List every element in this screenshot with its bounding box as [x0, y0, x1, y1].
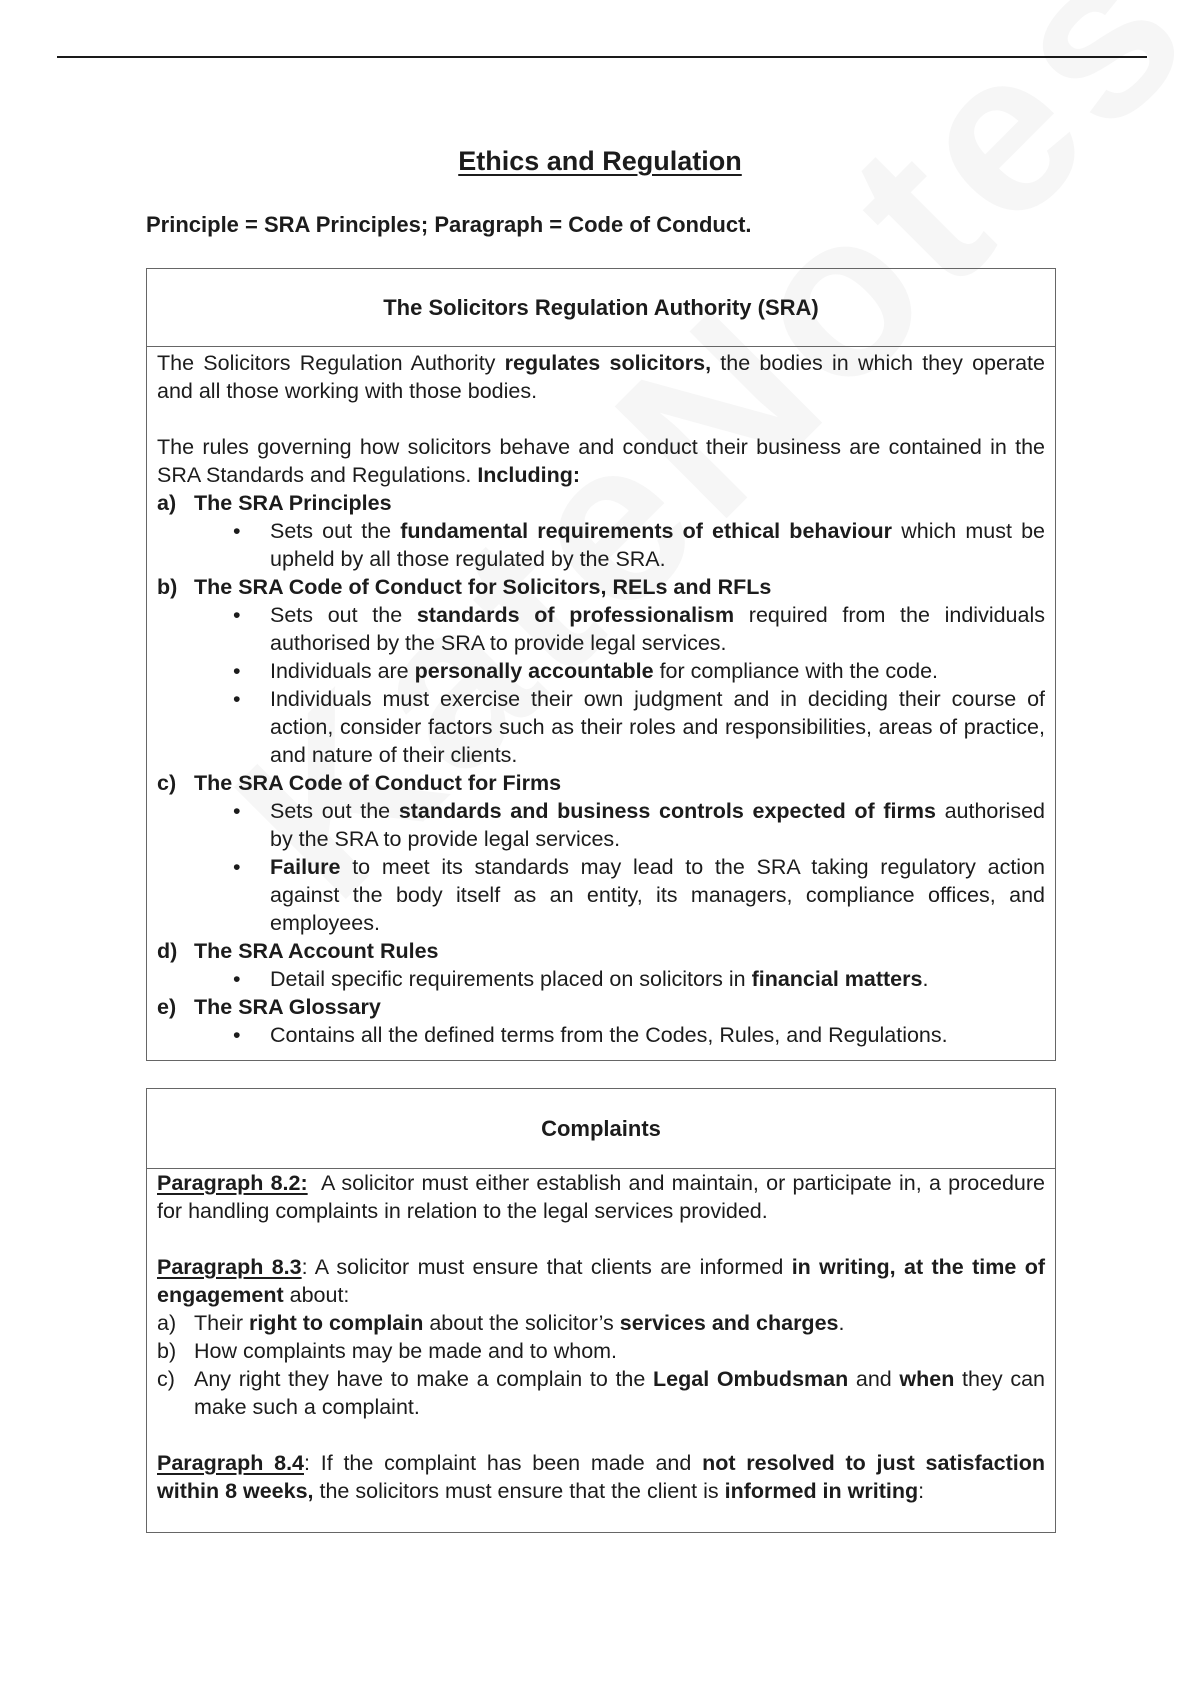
spacer	[157, 405, 1045, 433]
paragraph-ref: Paragraph 8.4	[157, 1451, 304, 1475]
emphasis: financial matters	[751, 967, 923, 991]
bullet-item	[233, 965, 1045, 993]
emphasis: Failure	[270, 855, 341, 879]
bullet-item	[233, 685, 1045, 769]
item-title: The SRA Glossary	[194, 995, 381, 1019]
bullet-item	[233, 1021, 1045, 1049]
bullet-list	[157, 965, 1045, 993]
sra-intro	[157, 349, 1045, 405]
text: and	[848, 1367, 900, 1391]
text: required from the individuals authorised by the SRA to provide legal services.	[270, 603, 1045, 655]
list-item	[157, 573, 1045, 601]
emphasis: right to complain	[248, 1311, 424, 1335]
text: Individuals must exercise their own judgment and in deciding their course of action, consider factors such as their roles and responsibilities, areas of practice, and nature of their clients.	[270, 687, 1045, 767]
text: How complaints may be made and to whom.	[194, 1339, 618, 1363]
item-letter: a)	[157, 1311, 177, 1335]
item-title: The SRA Code of Conduct for Firms	[194, 771, 562, 795]
bullet-item	[233, 517, 1045, 573]
text: authorised by the SRA to provide legal services.	[270, 799, 1045, 851]
text: they can make such a complaint.	[194, 1367, 1045, 1419]
text: Sets out the	[270, 799, 399, 823]
emphasis: Including:	[477, 463, 581, 487]
complaints-box-heading: Complaints	[147, 1089, 1055, 1169]
paragraph-ref: Paragraph 8.2:	[157, 1171, 308, 1195]
list-item	[157, 1365, 1045, 1421]
text: :	[918, 1479, 925, 1503]
text: the solicitors must ensure that the client is	[313, 1479, 725, 1503]
emphasis: services and charges	[619, 1311, 839, 1335]
paragraph-8-4	[157, 1449, 1045, 1505]
list-item	[157, 1337, 1045, 1365]
text: Sets out the	[270, 519, 401, 543]
text: about:	[283, 1283, 350, 1307]
bullet-list	[157, 1021, 1045, 1049]
text: Contains all the defined terms from the Codes, Rules, and Regulations.	[270, 1023, 948, 1047]
item-letter: a)	[157, 491, 177, 515]
text: Detail specific requirements placed on solicitors in	[270, 967, 752, 991]
text: The Solicitors Regulation Authority	[157, 351, 505, 375]
item-letter: d)	[157, 939, 178, 963]
bullet-item	[233, 853, 1045, 937]
emphasis: Legal Ombudsman	[653, 1367, 849, 1391]
paragraph-8-2	[157, 1169, 1051, 1225]
text: about the solicitor’s	[423, 1311, 620, 1335]
list-item	[157, 1309, 1045, 1337]
abbreviation-legend: Principle = SRA Principles; Paragraph = Code of Conduct.	[146, 212, 752, 237]
top-rule	[57, 56, 1147, 58]
bullet-item	[233, 601, 1045, 657]
paragraph-8-3	[157, 1253, 1045, 1309]
emphasis: standards and business controls expected of firms	[398, 799, 936, 823]
emphasis: regulates solicitors,	[504, 351, 712, 375]
sra-rules-intro	[157, 433, 1045, 489]
item-title: The SRA Account Rules	[194, 939, 439, 963]
text: Their	[194, 1311, 249, 1335]
emphasis: personally accountable	[414, 659, 654, 683]
item-title: The SRA Principles	[194, 491, 392, 515]
emphasis: not resolved to just satisfaction within 8 weeks,	[157, 1451, 1045, 1503]
text: the bodies in which they operate and all those working with those bodies.	[157, 351, 1045, 403]
text: to meet its standards may lead to the SRA taking regulatory action against the body itself as an entity, its managers, compliance offices, and employees.	[270, 855, 1045, 935]
spacer	[157, 1421, 1045, 1449]
spacer	[157, 1225, 1045, 1253]
text: .	[922, 967, 929, 991]
list-item	[157, 769, 1045, 797]
bullet-item	[233, 657, 1045, 685]
text: for compliance with the code.	[653, 659, 939, 683]
list-item	[157, 937, 1045, 965]
text: : A solicitor must ensure that clients are informed	[301, 1255, 792, 1279]
paragraph-ref: Paragraph 8.3	[157, 1255, 302, 1279]
complaints-box	[146, 1088, 1056, 1533]
item-title: The SRA Code of Conduct for Solicitors, RELs and RFLs	[194, 575, 772, 599]
emphasis: informed in writing	[724, 1479, 919, 1503]
text: Any right they have to make a complain to the	[194, 1367, 654, 1391]
text: which must be upheld by all those regulated by the SRA.	[270, 519, 1045, 571]
sra-box-heading: The Solicitors Regulation Authority (SRA)	[147, 269, 1055, 347]
emphasis: fundamental requirements of ethical behaviour	[400, 519, 893, 543]
sra-box-body	[147, 347, 1055, 1049]
list-item	[157, 489, 1045, 517]
emphasis: when	[899, 1367, 955, 1391]
text: .	[838, 1311, 845, 1335]
text: The rules governing how solicitors behave and conduct their business are contained in the SRA Standards and Regulations.	[157, 435, 1045, 487]
item-letter: b)	[157, 1339, 177, 1363]
text: A solicitor must either establish and maintain, or participate in, a procedure for handling complaints in relation to the legal services provided.	[157, 1171, 1051, 1223]
emphasis: standards of professionalism	[416, 603, 735, 627]
item-letter: c)	[157, 1367, 175, 1391]
text: : If the complaint has been made and	[304, 1451, 703, 1475]
complaints-box-body	[147, 1169, 1055, 1505]
list-item	[157, 993, 1045, 1021]
item-letter: e)	[157, 995, 177, 1019]
bullet-list	[157, 601, 1045, 769]
emphasis: in writing, at the time of engagement	[157, 1255, 1046, 1307]
item-letter: c)	[157, 771, 177, 795]
text: Individuals are	[270, 659, 415, 683]
bullet-list	[157, 797, 1045, 937]
page-title: Ethics and Regulation	[458, 146, 742, 176]
bullet-item	[233, 797, 1045, 853]
item-letter: b)	[157, 575, 178, 599]
bullet-list	[157, 517, 1045, 573]
text: Sets out the	[270, 603, 417, 627]
sra-box	[146, 268, 1056, 1061]
